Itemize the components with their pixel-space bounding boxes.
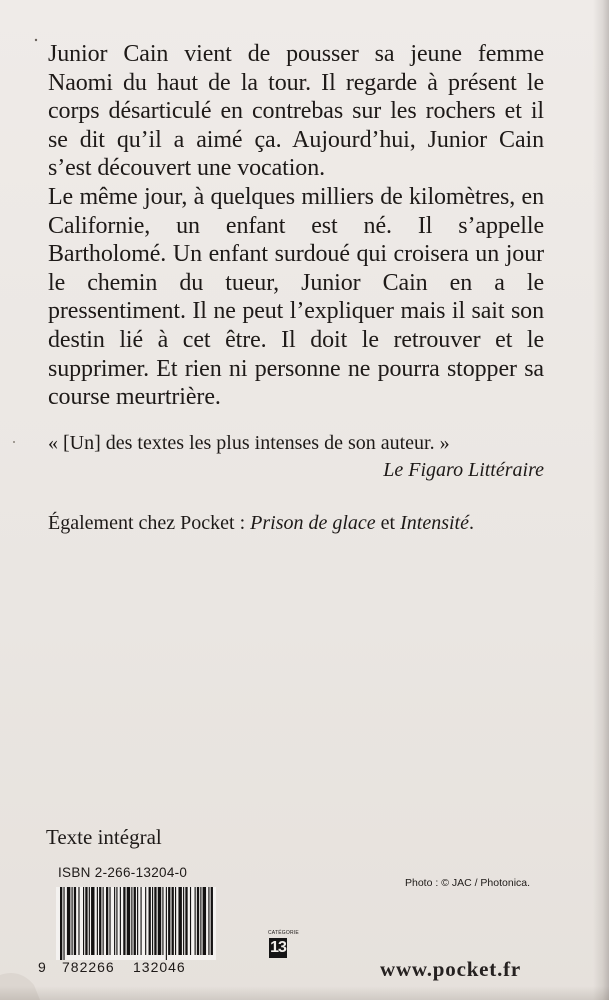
blurb-paragraph-2: Le même jour, à quelques milliers de kilomètres, en Californie, un enfant est né. Il s’appelle Bartholomé. Un enfant surdoué qui croisera un jour le chemin du tueur, Junior Cain en a le pressentiment. Il ne peut l’expliquer mais il sait son destin lié à cet être. Il doit le retrouver et le supprimer. Et rien ni personne ne pourra stopper sa course meurtrière. — [48, 183, 544, 411]
blurb-paragraph-1: Junior Cain vient de pousser sa jeune femme Naomi du haut de la tour. Il regarde à présent le corps désarticulé en contrebas sur les rochers et il se dit qu’il a aimé ça. Aujourd’hui, Junior Cain s’est découvert une vocation. — [48, 41, 544, 182]
also-title-1: Prison de glace — [250, 512, 376, 534]
right-edge-shadow — [593, 0, 609, 1000]
quote-source: Le Figaro Littéraire — [383, 459, 544, 481]
barcode-group-2: 132046 — [133, 959, 186, 975]
paper-speck — [13, 441, 15, 443]
also-joiner: et — [375, 512, 401, 534]
barcode-first-digit: 9 — [38, 959, 47, 975]
category-number: 13 — [270, 939, 286, 956]
bottom-edge-shadow — [0, 986, 609, 1000]
unabridged-note: Texte intégral — [46, 825, 162, 849]
category-label: CATÉGORIE — [268, 930, 299, 936]
quote-text: « [Un] des textes les plus intenses de son auteur. » — [48, 432, 450, 454]
publisher-website: www.pocket.fr — [380, 957, 522, 981]
also-prefix: Également chez Pocket : — [48, 512, 251, 534]
also-title-2: Intensité — [400, 512, 469, 534]
photo-credit: Photo : © JAC / Photonica. — [405, 877, 531, 889]
also-suffix: . — [468, 512, 474, 534]
isbn-number: ISBN 2-266-13204-0 — [58, 865, 188, 880]
barcode-group-1: 782266 — [62, 959, 115, 975]
paper-speck — [35, 39, 37, 41]
